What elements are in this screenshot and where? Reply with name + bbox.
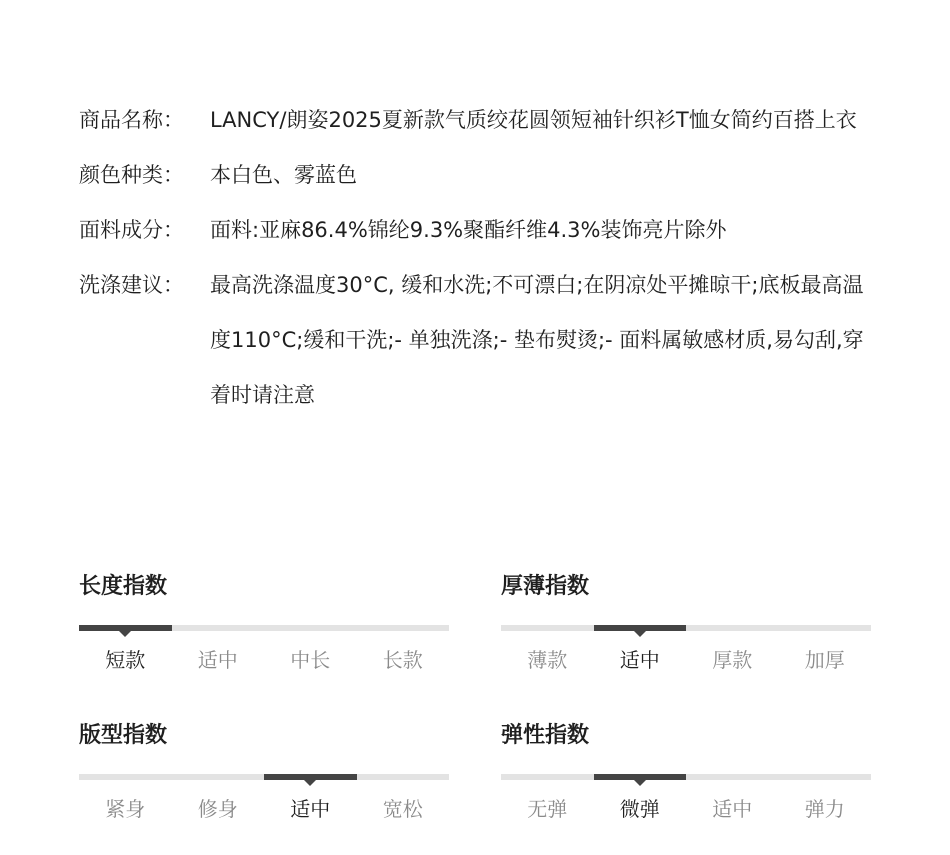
- thickness-option-medium: 适中: [619, 648, 660, 672]
- elasticity-option-slight: 微弹: [619, 797, 660, 821]
- fabric-composition-row: [79, 203, 879, 258]
- fabric-composition-value: 面料:亚麻86.4%锦纶9.3%聚酯纤维4.3%装饰亮片除外: [210, 218, 727, 242]
- length-index-track: [79, 625, 449, 631]
- product-info-list: [79, 93, 879, 423]
- washing-advice-label: 洗涤建议：: [79, 273, 184, 297]
- elasticity-index-options: [501, 796, 871, 822]
- fit-index-title: 版型指数: [79, 723, 168, 748]
- fit-option-regular: 适中: [290, 797, 331, 821]
- fit-index-indicator: [264, 774, 357, 780]
- washing-advice-row: [79, 258, 879, 423]
- elasticity-index-track: [501, 774, 871, 780]
- length-option-short: 短款: [105, 648, 146, 672]
- thickness-index-track: [501, 625, 871, 631]
- thickness-option-thick: 厚款: [712, 648, 753, 672]
- fabric-composition-label: 面料成分：: [79, 218, 184, 242]
- color-types-value: 本白色、雾蓝色: [210, 163, 357, 187]
- fit-index-track: [79, 774, 449, 780]
- fit-index: [79, 721, 449, 822]
- thickness-option-extra-thick: 加厚: [804, 648, 845, 672]
- thickness-index-indicator: [594, 625, 687, 631]
- indicator-pointer: [119, 631, 131, 637]
- length-option-mid-long: 中长: [290, 648, 331, 672]
- indicator-pointer: [634, 631, 646, 637]
- fit-option-tight: 紧身: [105, 797, 146, 821]
- thickness-option-thin: 薄款: [527, 648, 568, 672]
- washing-advice-value: 最高洗涤温度30°C, 缓和水洗;不可漂白;在阴凉处平摊晾干;底板最高温度110°C;缓和干洗;- 单独洗涤;- 垫布熨烫;- 面料属敏感材质,易勾刮,穿着时请注意: [210, 273, 864, 407]
- fit-option-slim: 修身: [197, 797, 238, 821]
- length-index: [79, 572, 449, 673]
- elasticity-option-medium: 适中: [712, 797, 753, 821]
- length-option-medium: 适中: [197, 648, 238, 672]
- fit-index-options: [79, 796, 449, 822]
- elasticity-index: [501, 721, 871, 822]
- length-index-indicator: [79, 625, 172, 631]
- color-types-label: 颜色种类：: [79, 163, 184, 187]
- color-types-row: [79, 148, 879, 203]
- fit-option-loose: 宽松: [382, 797, 423, 821]
- product-name-label: 商品名称：: [79, 108, 184, 132]
- thickness-index-options: [501, 647, 871, 673]
- length-index-title: 长度指数: [79, 574, 168, 599]
- thickness-index: [501, 572, 871, 673]
- elasticity-index-indicator: [594, 774, 687, 780]
- elasticity-option-none: 无弹: [527, 797, 568, 821]
- elasticity-option-stretchy: 弹力: [804, 797, 845, 821]
- indicator-pointer: [634, 780, 646, 786]
- indicator-pointer: [304, 780, 316, 786]
- length-option-long: 长款: [382, 648, 423, 672]
- product-name-row: [79, 93, 879, 148]
- length-index-options: [79, 647, 449, 673]
- product-name-value: LANCY/朗姿2025夏新款气质绞花圆领短袖针织衫T恤女简约百搭上衣: [210, 108, 857, 132]
- thickness-index-title: 厚薄指数: [501, 574, 590, 599]
- elasticity-index-title: 弹性指数: [501, 723, 590, 748]
